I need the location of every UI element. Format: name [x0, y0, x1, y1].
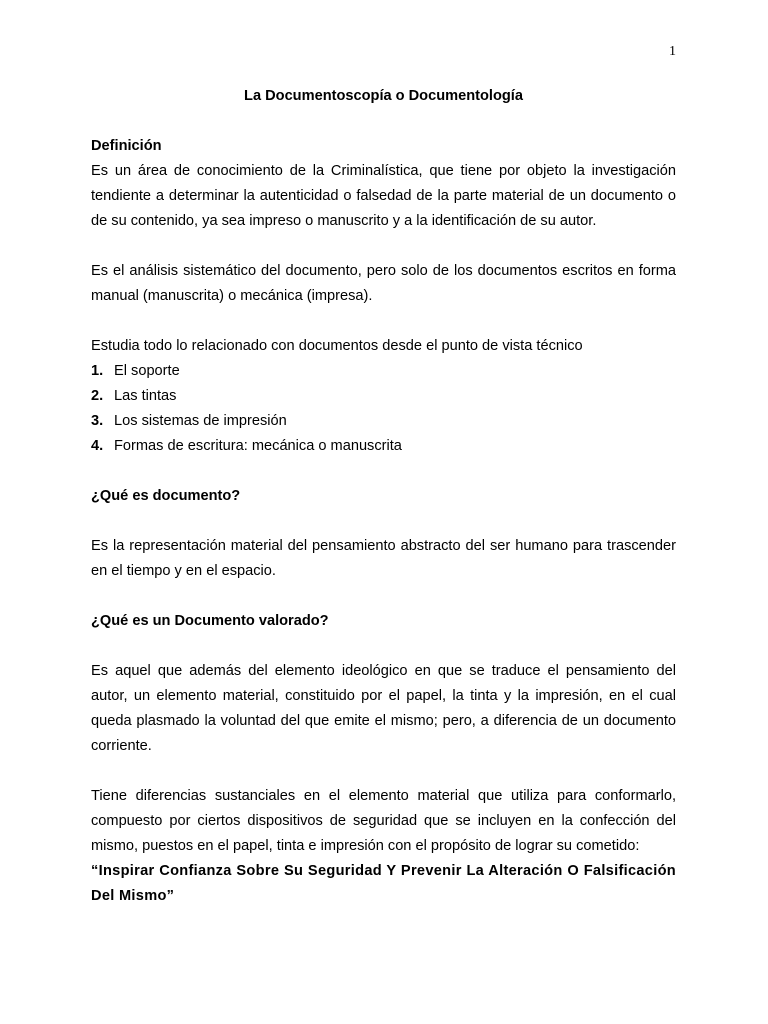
- list-item: [91, 409, 676, 434]
- paragraph-definicion-3: Estudia todo lo relacionado con documentos desde el punto de vista técnico: [91, 338, 583, 354]
- list-item-text: El soporte: [114, 363, 180, 379]
- paragraph-valorado-1: Es aquel que además del elemento ideológico en que se traduce el pensamiento del autor, un elemento material, constituido por el papel, la tinta y la impresión, en el cual queda plasmado la voluntad del que emite el mismo; pero, a diferencia de un documento corriente.: [91, 663, 676, 754]
- paragraph-valorado-2: Tiene diferencias sustanciales en el elemento material que utiliza para conformarlo, compuesto por ciertos dispositivos de seguridad que se incluyen en la confección del mismo, puestos en el papel, tinta e impresión con el propósito de lograr su cometido:: [91, 788, 676, 854]
- page-number: 1: [669, 44, 676, 59]
- list-item-text: Los sistemas de impresión: [114, 413, 287, 429]
- paragraph-definicion-1: Es un área de conocimiento de la Criminalística, que tiene por objeto la investigación tendiente a determinar la autenticidad o falsedad de la parte material de un documento o de su contenido, ya sea impreso o manuscrito y a la identificación de su autor.: [91, 163, 676, 229]
- document-title: La Documentoscopía o Documentología: [244, 88, 523, 104]
- paragraph-documento: Es la representación material del pensamiento abstracto del ser humano para trascender en el tiempo y en el espacio.: [91, 538, 676, 579]
- list-item-number: 4.: [91, 438, 104, 454]
- list-item: [91, 359, 676, 384]
- list-item-number: 2.: [91, 388, 104, 404]
- list-item: [91, 384, 676, 409]
- quote-cometido: “Inspirar Confianza Sobre Su Seguridad Y Prevenir La Alteración O Falsificación Del Mismo”: [91, 863, 676, 904]
- list-item: [91, 434, 676, 459]
- list-item-text: Formas de escritura: mecánica o manuscrita: [114, 438, 402, 454]
- paragraph-definicion-2: Es el análisis sistemático del documento, pero solo de los documentos escritos en forma manual (manuscrita) o mecánica (impresa).: [91, 263, 676, 304]
- heading-documento-valorado: ¿Qué es un Documento valorado?: [91, 613, 329, 629]
- heading-definicion: Definición: [91, 138, 162, 154]
- list-item-number: 3.: [91, 413, 104, 429]
- list-item-number: 1.: [91, 363, 104, 379]
- heading-que-es-documento: ¿Qué es documento?: [91, 488, 241, 504]
- technical-aspects-list: [91, 359, 676, 459]
- document-body: [91, 86, 676, 909]
- list-item-text: Las tintas: [114, 388, 177, 404]
